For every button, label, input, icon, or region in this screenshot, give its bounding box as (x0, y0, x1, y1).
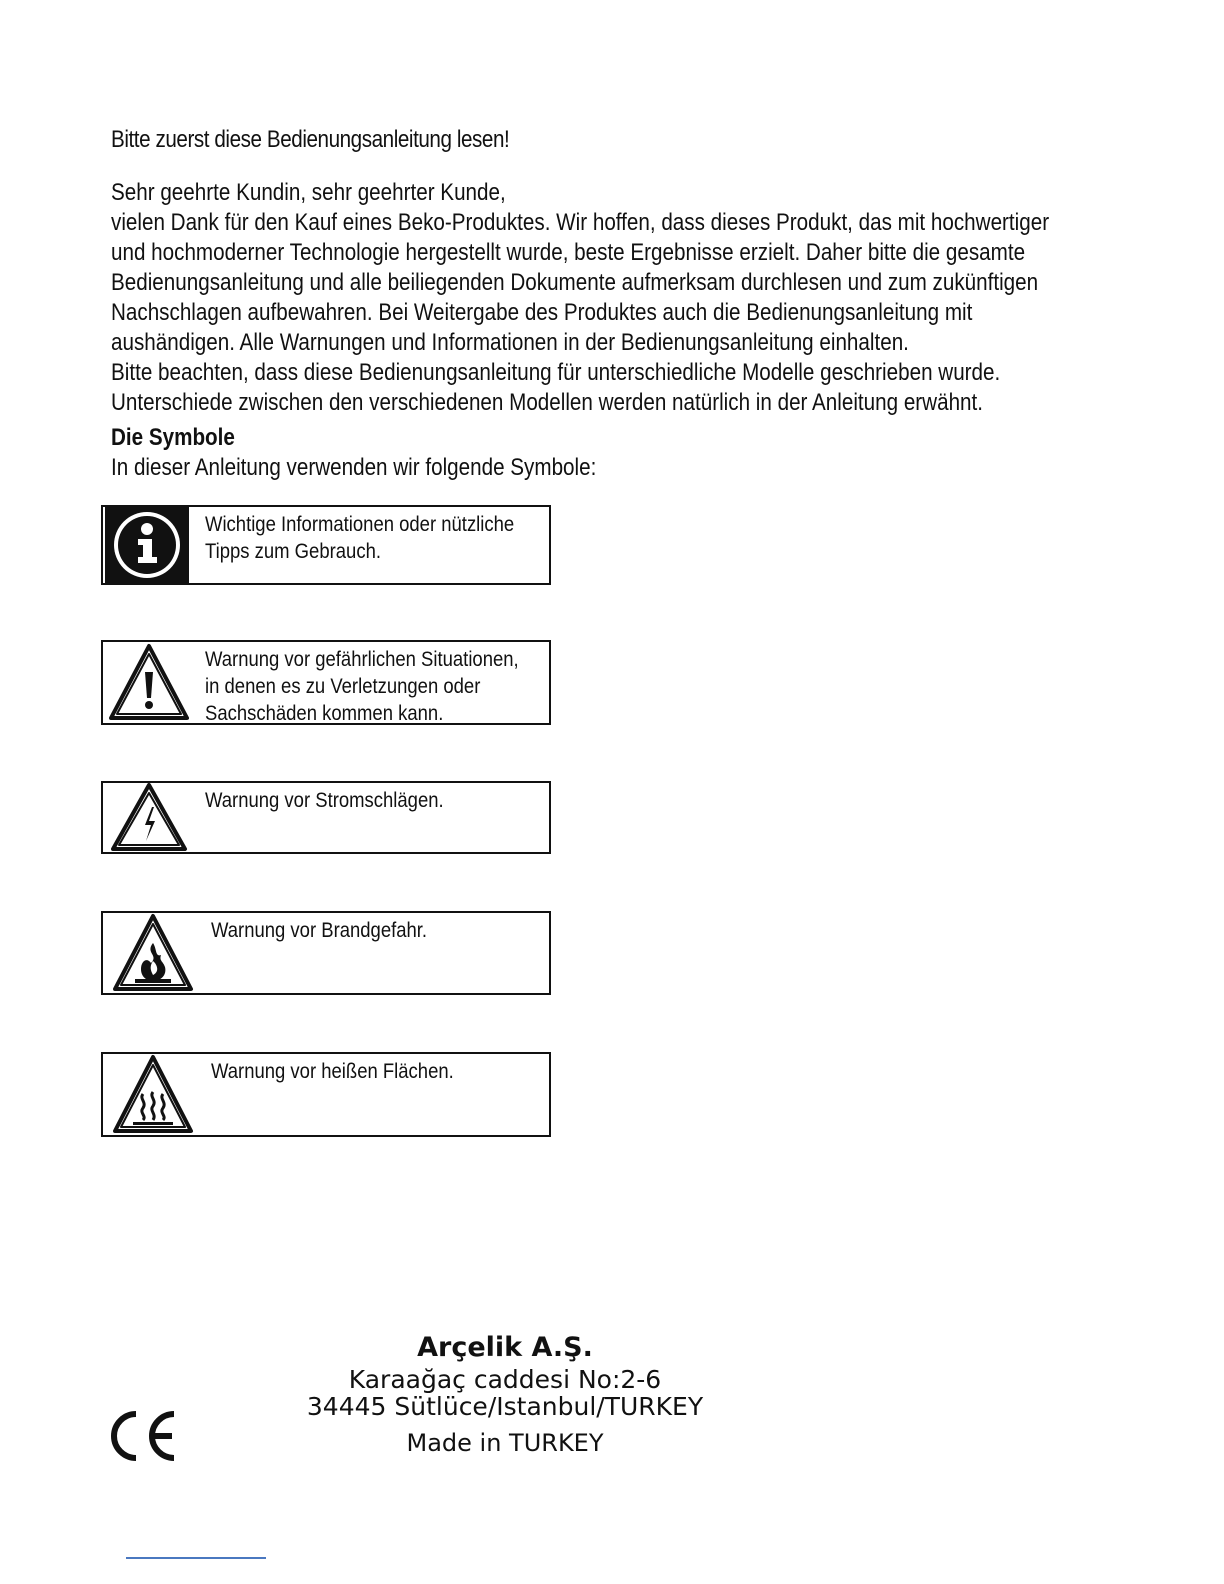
intro-line: Unterschiede zwischen den verschiedenen Modellen werden natürlich in der Anleitung erwähnt. (111, 389, 983, 416)
symbol-text-line: Warnung vor Stromschlägen. (205, 789, 444, 812)
symbol-box-hot-surface (101, 1052, 551, 1137)
hot-surface-icon (105, 1054, 189, 1135)
ce-mark-icon (108, 1408, 180, 1464)
symbol-text (211, 917, 427, 944)
warning-exclamation-icon (105, 642, 189, 723)
symbol-text (205, 511, 514, 565)
symbols-intro: In dieser Anleitung verwenden wir folgende Symbole: (111, 454, 597, 481)
intro-line: Sehr geehrte Kundin, sehr geehrter Kunde, (111, 179, 506, 206)
symbol-text-line: Warnung vor Brandgefahr. (211, 919, 428, 942)
intro-text (111, 178, 1083, 418)
symbol-box-danger (101, 640, 551, 725)
symbol-box-fire (101, 911, 551, 995)
symbol-box-electric (101, 781, 551, 854)
electric-shock-icon (105, 783, 189, 852)
intro-line: Bitte beachten, dass diese Bedienungsanleitung für unterschiedliche Modelle geschrieben wurde. (111, 359, 1001, 386)
made-in-label: Made in TURKEY (406, 1429, 604, 1457)
manufacturer-block (300, 1330, 710, 1458)
company-name: Arçelik A.Ş. (417, 1332, 593, 1363)
intro-line: aushändigen. Alle Warnungen und Informationen in der Bedienungsanleitung einhalten. (111, 329, 909, 356)
intro-line: und hochmoderner Technologie hergestellt wurde, beste Ergebnisse erzielt. Daher bitte die gesamte (111, 239, 1026, 266)
symbol-text-line: in denen es zu Verletzungen oder (205, 675, 481, 698)
company-address-line: Karaağaç caddesi No:2-6 (348, 1365, 662, 1394)
symbol-text (205, 646, 519, 727)
intro-line: Nachschlagen aufbewahren. Bei Weitergabe des Produktes auch die Bedienungsanleitung mit (111, 299, 973, 326)
symbol-text-line: Wichtige Informationen oder nützliche (205, 513, 515, 536)
symbol-text-line: Warnung vor heißen Flächen. (211, 1060, 454, 1083)
footer-divider (126, 1557, 266, 1559)
intro-line: Bedienungsanleitung und alle beiliegenden Dokumente aufmerksam durchlesen und zum zukünftigen (111, 269, 1039, 296)
symbols-heading: Die Symbole (111, 424, 235, 451)
info-icon (105, 507, 189, 583)
symbol-text (205, 787, 444, 814)
intro-line: vielen Dank für den Kauf eines Beko-Produktes. Wir hoffen, dass dieses Produkt, das mit hochwertiger (111, 209, 1050, 236)
page-heading: Bitte zuerst diese Bedienungsanleitung lesen! (111, 126, 510, 153)
symbol-text-line: Sachschäden kommen kann. (205, 702, 444, 725)
symbol-text-line: Warnung vor gefährlichen Situationen, (205, 648, 519, 671)
symbol-box-info (101, 505, 551, 585)
fire-hazard-icon (105, 913, 189, 993)
symbol-text (211, 1058, 454, 1085)
symbol-text-line: Tipps zum Gebrauch. (205, 540, 381, 563)
company-address-line: 34445 Sütlüce/Istanbul/TURKEY (306, 1392, 704, 1421)
